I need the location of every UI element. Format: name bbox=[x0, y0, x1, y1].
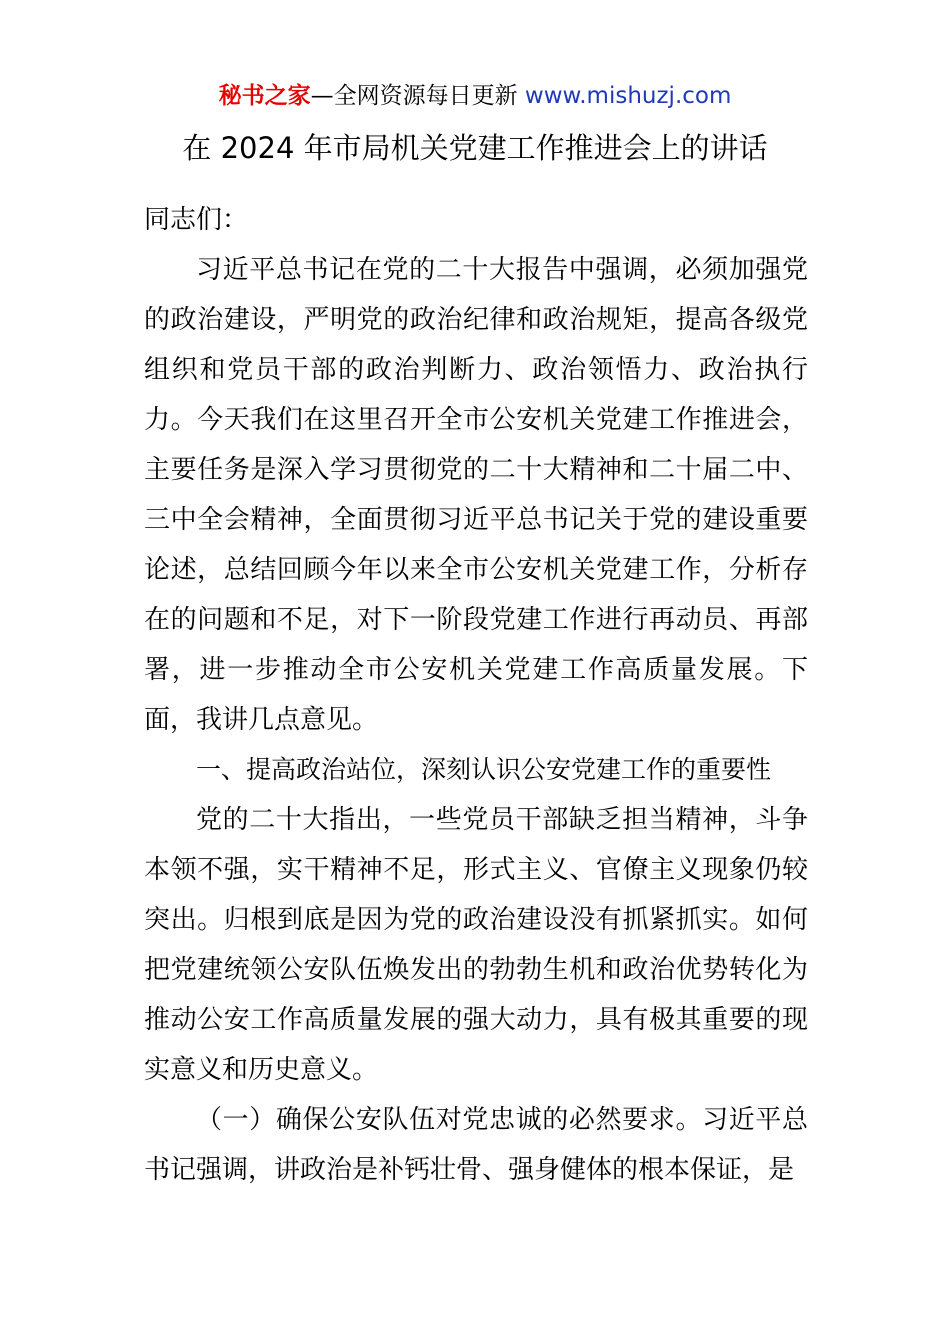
site-banner bbox=[0, 80, 950, 112]
paragraph-section-1: 党的二十大指出，一些党员干部缺乏担当精神，斗争本领不强，实干精神不足，形式主义、官僚主义现象仍较突出。归根到底是因为党的政治建设没有抓紧抓实。如何把党建统领公安队伍焕发出的勃勃生机和政治优势转化为推动公安工作高质量发展的强大动力，具有极其重要的现实意义和历史意义。 bbox=[144, 805, 808, 1085]
paragraph-intro: 习近平总书记在党的二十大报告中强调，必须加强党的政治建设，严明党的政治纪律和政治规矩，提高各级党组织和党员干部的政治判断力、政治领悟力、政治执行力。今天我们在这里召开全市公安机关党建工作推进会，主要任务是深入学习贯彻党的二十大精神和二十届二中、三中全会精神，全面贯彻习近平总书记关于党的建设重要论述，总结回顾今年以来全市公安机关党建工作，分析存在的问题和不足，对下一阶段党建工作进行再动员、再部署，进一步推动全市公安机关党建工作高质量发展。下面，我讲几点意见。 bbox=[144, 255, 808, 735]
salutation: 同志们： bbox=[144, 205, 249, 235]
section-heading-1: 一、提高政治站位，深刻认识公安党建工作的重要性 bbox=[196, 755, 772, 784]
paragraph-subsection-1: （一）确保公安队伍对党忠诚的必然要求。习近平总书记强调，讲政治是补钙壮骨、强身健体的根本保证，是 bbox=[144, 1105, 808, 1185]
banner-url-link[interactable]: www.mishuzj.com bbox=[524, 83, 732, 109]
banner-brand: 秘书之家 bbox=[218, 83, 311, 109]
document-body bbox=[144, 195, 808, 1195]
banner-tagline: —全网资源每日更新 bbox=[310, 83, 525, 109]
document-title: 在 2024 年市局机关党建工作推进会上的讲话 bbox=[182, 131, 768, 165]
